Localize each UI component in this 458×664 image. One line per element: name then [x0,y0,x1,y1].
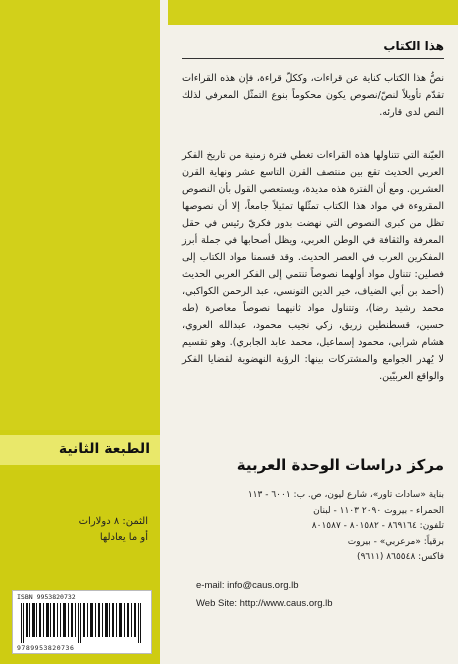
fax-line: فاكس: ٨٦٥٥٤٨ (٩٦١١) [357,552,444,562]
heading-box [383,39,444,53]
address-line: بناية «سادات تاور»، شارع ليون، ص. ب: ٦٠٠١ - ١١٣ [247,490,444,500]
price-block [8,514,148,546]
isbn-label: ISBN 9953820732 [17,593,76,601]
description-paragraph: العيّنة التي تتناولها هذه القراءات تغطي فترة زمنية من تاريخ الفكر العربي الحديث تقع بين منتصف القرن التاسع عشر ونهاية القرن العشرين. ومع أن الفترة هذه مديدة، ويستعصي القول بأن النصوص المقروءة في مواد هذا الكتاب تمثّلها تمثيلاً جامعاً، إلا أن نصوصها تظل من كبرى النصوص التي نهضت بدور فكريّ رئيس في حقل المعرفة والثقافة في الوطن العربي، ويظل أصحابها في جملة أبرز المفكرين العرب في العصر الحديث. وقد قسمنا مواد الكتاب إلى فصلين: تتناول مواد أولهما نصوصاً تنتمي إلى الفكر العربي الحديث (أحمد بن أبي الضياف، خير الدين التونسي، عبد الرحمن الكواكبي، محمد رشيد رضا)، وتتناول مواد ثانيهما نصوصاً معاصرة (طه حسين، قسطنطين زريق، زكي نجيب محمود، عبدالله العروي، هشام شرابي، محمود إسماعيل، محمد عابد الجابري). وهو تقسيم لا يُهدر الجوامع والمشتركات بينها: الرؤية النهضوية لقضايا الفكر والواقع العربيّين. [182,150,444,382]
isbn-digits: 9789953820736 [17,644,75,652]
heading-rule [182,58,444,59]
publisher-name: مركز دراسات الوحدة العربية [236,456,444,474]
isbn-barcode-box [12,590,152,654]
left-strip-upper [0,0,160,430]
email-line: e-mail: info@caus.org.lb [196,580,299,591]
website-line: Web Site: http://www.caus.org.lb [196,598,333,609]
back-cover-text-panel [168,0,458,664]
address-line: الحمراء - بيروت ٢٠٩٠ ١١٠٣ - لبنان [313,505,444,516]
publisher-contact [182,488,444,566]
price-equivalent-line: أو ما يعادلها [99,532,148,543]
intro-paragraph: نصُّ هذا الكتاب كناية عن قراءات، وككلّ قراءة، فإن هذه القراءات تقدّم تأويلاً لنصّ/نصوص يكون محكوماً بنوع التمثّل المعرفي لذلك النص لدى قارئه. [182,73,444,118]
barcode [19,603,145,643]
cable-line: برقياً: «مرعربي» - بيروت [347,536,444,547]
top-color-bar [168,0,458,25]
phone-line: تلفون: ٨٦٩١٦٤ - ٨٠١٥٨٢ - ٨٠١٥٨٧ [311,521,444,531]
edition-label: الطبعة الثانية [58,441,150,457]
price-line: الثمن: ٨ دولارات [78,516,148,527]
section-heading: هذا الكتاب [383,39,444,53]
